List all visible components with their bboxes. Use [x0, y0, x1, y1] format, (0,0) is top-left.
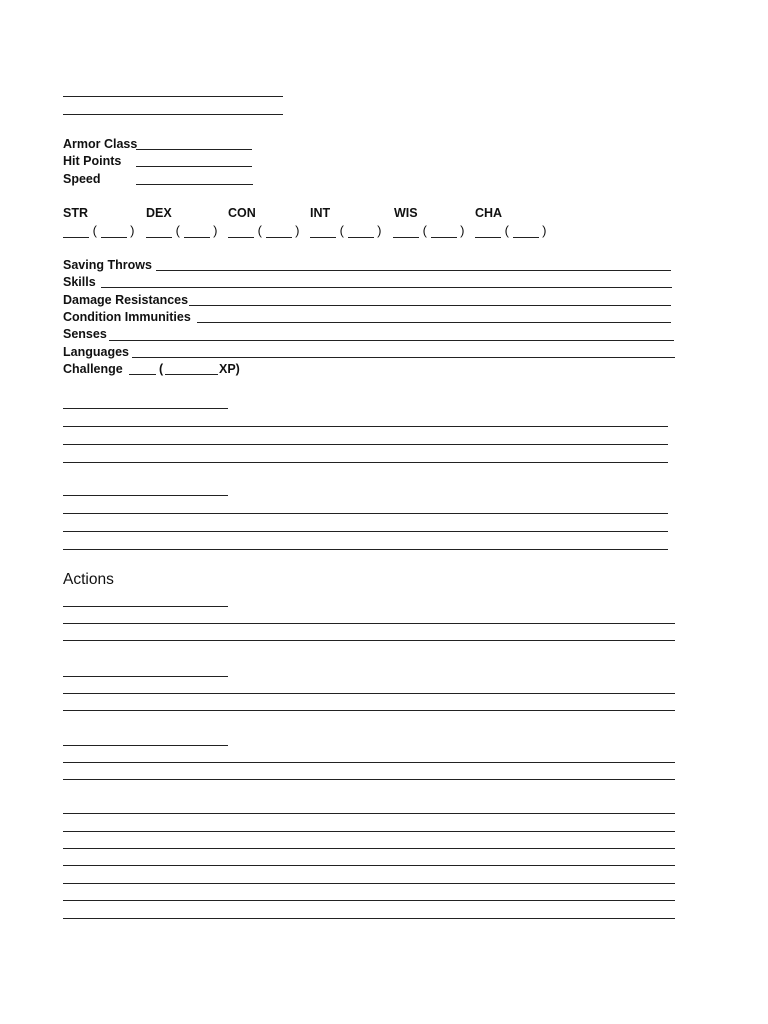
ability-int-label: INT	[310, 206, 331, 220]
saving-throws-label: Saving Throws	[63, 258, 152, 272]
action-2-desc-line[interactable]	[63, 710, 675, 711]
challenge-open-paren: (	[159, 362, 164, 376]
action-2-desc-line[interactable]	[63, 693, 675, 694]
extra-line[interactable]	[63, 831, 675, 832]
ability-int-score[interactable]: ( )	[310, 224, 382, 238]
trait-1-desc-line[interactable]	[63, 426, 668, 427]
action-1-desc-line[interactable]	[63, 623, 675, 624]
damage-resistances-label: Damage Resistances	[63, 293, 189, 307]
languages-label: Languages	[63, 345, 129, 359]
senses-line[interactable]	[109, 340, 674, 341]
trait-2-desc-line[interactable]	[63, 513, 668, 514]
ability-dex-score[interactable]: ( )	[146, 224, 218, 238]
extra-line[interactable]	[63, 900, 675, 901]
action-3-desc-line[interactable]	[63, 762, 675, 763]
ability-dex-label: DEX	[146, 206, 172, 220]
ability-cha-score[interactable]: ( )	[475, 224, 547, 238]
extra-line[interactable]	[63, 848, 675, 849]
challenge-rating-line[interactable]	[129, 374, 156, 375]
extra-line[interactable]	[63, 918, 675, 919]
damage-resistances-line[interactable]	[189, 305, 671, 306]
trait-1-name-line[interactable]	[63, 408, 228, 409]
actions-heading: Actions	[63, 571, 114, 588]
skills-label: Skills	[63, 275, 96, 289]
challenge-label: Challenge	[63, 362, 123, 376]
ability-cha-label: CHA	[475, 206, 503, 220]
armor-class-label: Armor Class	[63, 137, 138, 151]
speed-label: Speed	[63, 172, 101, 186]
trait-1-desc-line[interactable]	[63, 444, 668, 445]
senses-label: Senses	[63, 327, 107, 341]
trait-2-name-line[interactable]	[63, 495, 228, 496]
action-3-name-line[interactable]	[63, 745, 228, 746]
speed-line[interactable]	[136, 184, 253, 185]
saving-throws-line[interactable]	[156, 270, 671, 271]
challenge-xp-line[interactable]	[165, 374, 218, 375]
armor-class-line[interactable]	[136, 149, 252, 150]
trait-2-desc-line[interactable]	[63, 531, 668, 532]
challenge-xp-suffix: XP)	[219, 362, 240, 376]
skills-line[interactable]	[101, 287, 672, 288]
ability-con-score[interactable]: ( )	[228, 224, 300, 238]
hit-points-line[interactable]	[136, 166, 252, 167]
ability-wis-label: WIS	[394, 206, 418, 220]
action-3-desc-line[interactable]	[63, 779, 675, 780]
hit-points-label: Hit Points	[63, 154, 122, 168]
languages-line[interactable]	[132, 357, 675, 358]
action-2-name-line[interactable]	[63, 676, 228, 677]
name-line[interactable]	[63, 96, 283, 97]
ability-wis-score[interactable]: ( )	[393, 224, 465, 238]
ability-con-label: CON	[228, 206, 256, 220]
extra-line[interactable]	[63, 865, 675, 866]
trait-1-desc-line[interactable]	[63, 462, 668, 463]
extra-line[interactable]	[63, 883, 675, 884]
ability-str-label: STR	[63, 206, 88, 220]
trait-2-desc-line[interactable]	[63, 549, 668, 550]
action-1-desc-line[interactable]	[63, 640, 675, 641]
condition-immunities-line[interactable]	[197, 322, 671, 323]
ability-str-score[interactable]: ( )	[63, 224, 135, 238]
type-line[interactable]	[63, 114, 283, 115]
action-1-name-line[interactable]	[63, 606, 228, 607]
condition-immunities-label: Condition Immunities	[63, 310, 191, 324]
extra-line[interactable]	[63, 813, 675, 814]
